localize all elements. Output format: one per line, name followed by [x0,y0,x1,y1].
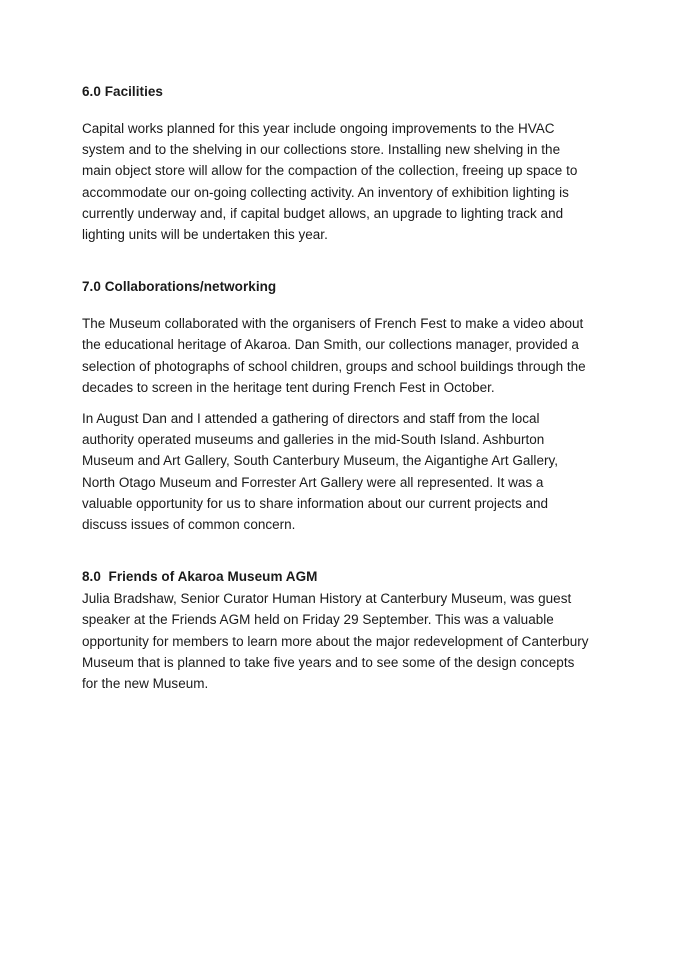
paragraph: The Museum collaborated with the organisers of French Fest to make a video about the educational heritage of Akaroa. Dan Smith, our collections manager, provided a selection of photographs of school children, groups and school buildings through the decades to screen in the heritage tent during French Fest in October. [82,316,586,395]
document-body [82,82,593,694]
section-facilities [82,82,593,245]
section-heading-collaborations-networking: 7.0 Collaborations/networking [82,279,277,295]
section-collaborations-networking [82,277,593,535]
section-heading-facilities: 6.0 Facilities [82,84,163,99]
section-friends-of-akaroa-museum-agm [82,567,593,694]
paragraph: Capital works planned for this year include ongoing improvements to the HVAC system and to the shelving in our collections store. Installing new shelving in the main object store will allow for the compaction of the collection, freeing up space to accommodate our on-going collecting activity. An inventory of exhibition lighting is currently underway and, if capital budget allows, an upgrade to lighting track and lighting units will be undertaken this year. [82,121,578,243]
paragraph: In August Dan and I attended a gathering of directors and staff from the local authority operated museums and galleries in the mid-South Island. Ashburton Museum and Art Gallery, South Canterbury Museum, the Aigantighe Art Gallery, North Otago Museum and Forrester Art Gallery were all represented. It was a valuable opportunity for us to share information about our current projects and discuss issues of common concern. [82,411,558,533]
section-heading-friends-of-akaroa-museum-agm: 8.0 Friends of Akaroa Museum AGM [82,569,318,585]
paragraph: Julia Bradshaw, Senior Curator Human History at Canterbury Museum, was guest speaker at the Friends AGM held on Friday 29 September. This was a valuable opportunity for members to learn more about the major redevelopment of Canterbury Museum that is planned to take five years and to see some of the design concepts for the new Museum. [82,591,589,692]
